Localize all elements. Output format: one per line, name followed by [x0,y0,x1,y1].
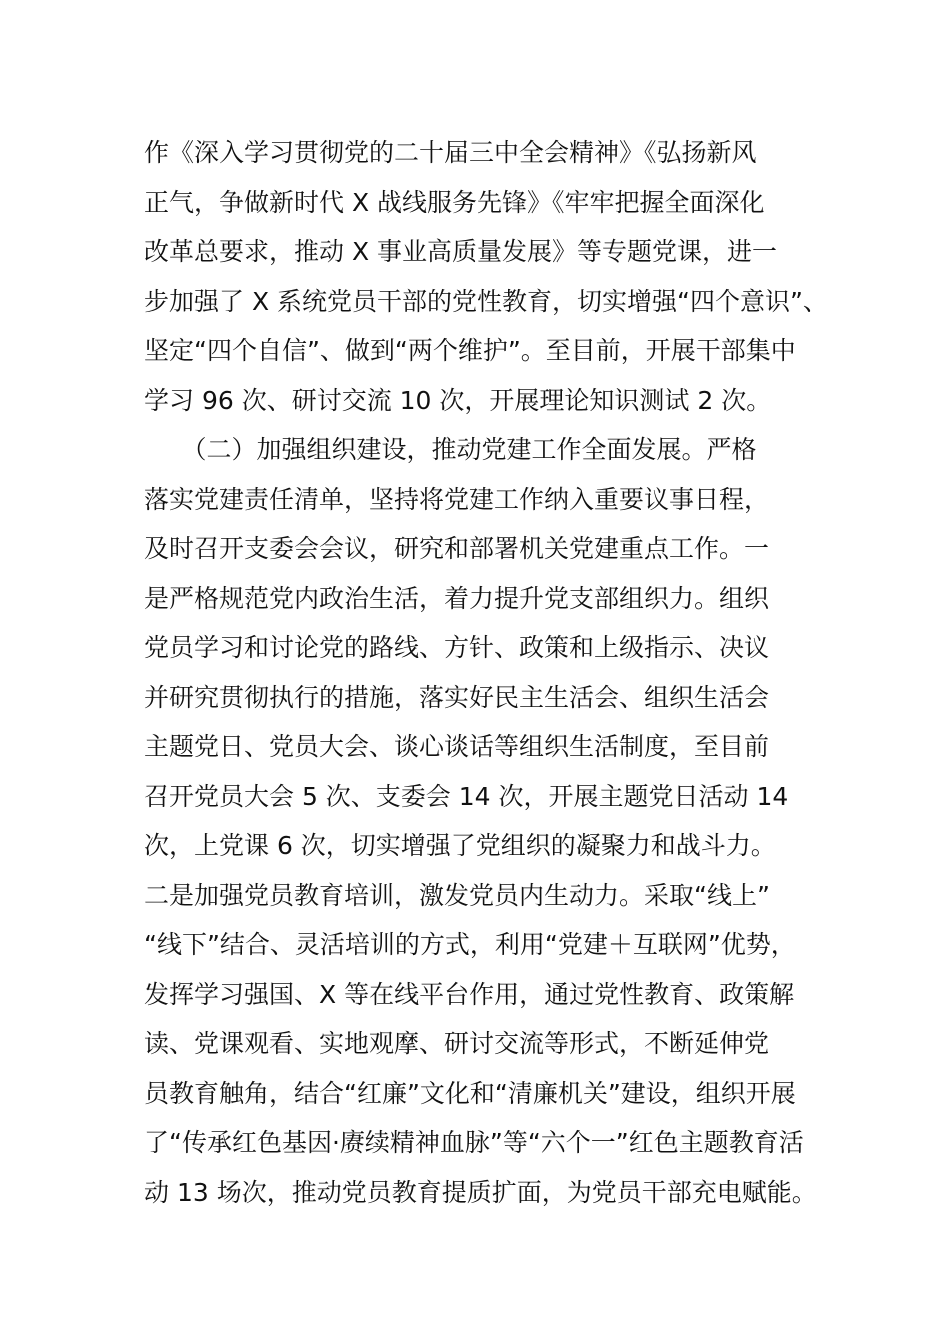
text-line: 动 13 场次，推动党员教育提质扩面，为党员干部充电赋能。 [144,1177,817,1207]
section-heading-line: （二）加强组织建设，推动党建工作全面发展。严格 [144,435,757,464]
text-line: 主题党日、党员大会、谈心谈话等组织生活制度，至目前 [144,732,770,761]
text-line: “线下”结合、灵活培训的方式，利用“党建＋互联网”优势， [144,930,796,959]
text-line: 读、党课观看、实地观摩、研讨交流等形式，不断延伸党 [144,1029,770,1058]
text-line: 坚定“四个自信”、做到“两个维护”。至目前，开展干部集中 [144,336,796,365]
text-line: 召开党员大会 5 次、支委会 14 次，开展主题党日活动 14 [144,781,789,811]
text-line: 步加强了 X 系统党员干部的党性教育，切实增强“四个意识”、 [144,286,828,316]
text-line: 次，上党课 6 次，切实增强了党组织的凝聚力和战斗力。 [144,831,776,860]
text-line: 二是加强党员教育培训，激发党员内生动力。采取“线上” [144,880,770,910]
text-line: 是严格规范党内政治生活，着力提升党支部组织力。组织 [144,583,770,613]
text-line: 及时召开支委会会议，研究和部署机关党建重点工作。一 [144,534,770,563]
text-line: 发挥学习强国、X 等在线平台作用，通过党性教育、政策解 [144,979,795,1009]
text-line: 了“传承红色基因·赓续精神血脉”等“六个一”红色主题教育活 [144,1128,804,1157]
text-line: 并研究贯彻执行的措施，落实好民主生活会、组织生活会 [144,682,770,712]
text-line: 作《深入学习贯彻党的二十届三中全会精神》《弘扬新风 [144,138,757,167]
text-line: 改革总要求，推动 X 事业高质量发展》等专题党课，进一 [144,237,778,266]
body-text [144,128,844,1217]
text-line: 员教育触角，结合“红廉”文化和“清廉机关”建设，组织开展 [144,1078,796,1108]
text-line: 正气，争做新时代 X 战线服务先锋》《牢牢把握全面深化 [144,187,765,217]
text-line: 学习 96 次、研讨交流 10 次，开展理论知识测试 2 次。 [144,385,772,415]
text-line: 落实党建责任清单，坚持将党建工作纳入重要议事日程， [144,484,770,514]
text-line: 党员学习和讨论党的路线、方针、政策和上级指示、决议 [144,633,770,662]
